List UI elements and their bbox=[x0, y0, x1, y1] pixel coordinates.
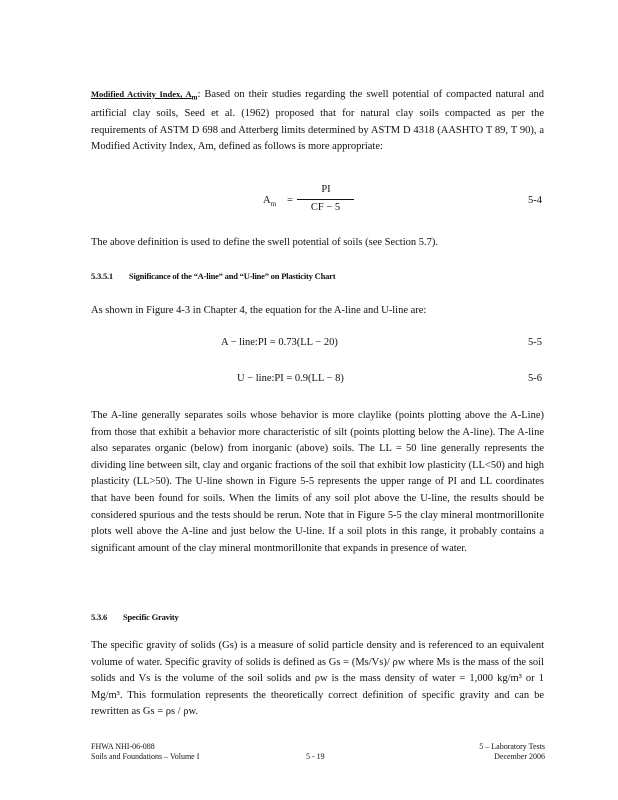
section-number: 5.3.6 bbox=[91, 612, 108, 622]
modified-activity-index-text: : Based on their studies regarding the swell potential of compacted natural and artificial clay soils, Seed et al. (1962) proposed that for natural clay soils compacted as per the requirements of ASTM D 698 and Atterberg limits determined by ASTM D 4318 (AASHTO T 89, T 90), a Modified Activity Index, Am, defined as follows is more appropriate: bbox=[91, 89, 544, 153]
fraction-denominator: CF − 5 bbox=[310, 202, 341, 213]
section-title: Significance of the “A-line” and “U-line” on Plasticity Chart bbox=[128, 271, 336, 281]
footer-right bbox=[455, 742, 545, 762]
footer-date: December 2006 bbox=[494, 752, 545, 761]
specific-gravity-paragraph: The specific gravity of solids (Gs) is a measure of solid particle density and is referenced to an equivalent volume of water. Specific gravity of solids is defined as Gs = (Ms/Vs)/ ρw where Ms is the mass of the soil solids and Vs is the volume of the soil solids and ρw is the mass density of water = 1,000 kg/m³ or 1 Mg/m³. This formulation represents the theoretically correct definition of specific gravity and can be rewritten as Gs = ρs / ρw. bbox=[91, 640, 544, 718]
footer-left bbox=[91, 742, 199, 762]
section-number: 5.3.5.1 bbox=[91, 271, 113, 281]
plasticity-intro-sentence: As shown in Figure 4-3 in Chapter 4, the equation for the A-line and U-line are: bbox=[91, 305, 427, 316]
run-in-heading: Modified Activity Index, $A_m$ bbox=[91, 89, 198, 102]
section-title: Specific Gravity bbox=[122, 612, 179, 622]
footer-page-number: 5 - 19 bbox=[306, 752, 325, 761]
fraction-numerator: PI bbox=[321, 184, 331, 195]
modified-activity-index-paragraph bbox=[91, 86, 544, 156]
fraction-bar bbox=[297, 199, 354, 200]
equation-lhs: $A_m$ bbox=[263, 195, 277, 209]
equals-sign: = bbox=[287, 195, 293, 206]
section-heading-5-3-5-1 bbox=[91, 271, 335, 281]
footer-chapter-title: 5 – Laboratory Tests bbox=[479, 742, 545, 751]
equation-5-6: U − line:PI = 0.9(LL − 8) bbox=[237, 373, 344, 384]
equation-number-5-4: 5-4 bbox=[528, 195, 542, 206]
equation-number-5-6: 5-6 bbox=[528, 373, 542, 384]
equation-5-5: A − line:PI = 0.73(LL − 20) bbox=[221, 337, 338, 348]
swell-definition-sentence: The above definition is used to define the swell potential of soils (see Section 5.7). bbox=[91, 237, 439, 248]
a-line-u-line-paragraph: The A-line generally separates soils whose behavior is more claylike (points plotting above the A-Line) from those that exhibit a behavior more characteristic of silt (points plotting below the A-line). The A-line also separates organic (below) from inorganic (above) soils. The LL = 50 line generally represents the dividing line between silt, clay and organic fractions of the soil that exhibit low plasticity (LL<50) and high plasticity (LL>50). The U-line shown in Figure 5-5 represents the upper range of PI and LL coordinates that have been found for soils. When the limits of any soil plot above the U-line, the results should be considered spurious and the tests should be rerun. Note that in Figure 5-5 the clay mineral montmorillonite plots well above the A-line and just below the U-line. If a soil plots in this range, it probably contains a significant amount of the clay mineral montmorillonite that expands in presence of water. bbox=[91, 410, 544, 554]
footer-volume-title: Soils and Foundations – Volume I bbox=[91, 752, 200, 761]
section-heading-5-3-6 bbox=[91, 612, 179, 622]
equation-number-5-5: 5-5 bbox=[528, 337, 542, 348]
footer-report-number: FHWA NHI-06-088 bbox=[91, 742, 155, 751]
